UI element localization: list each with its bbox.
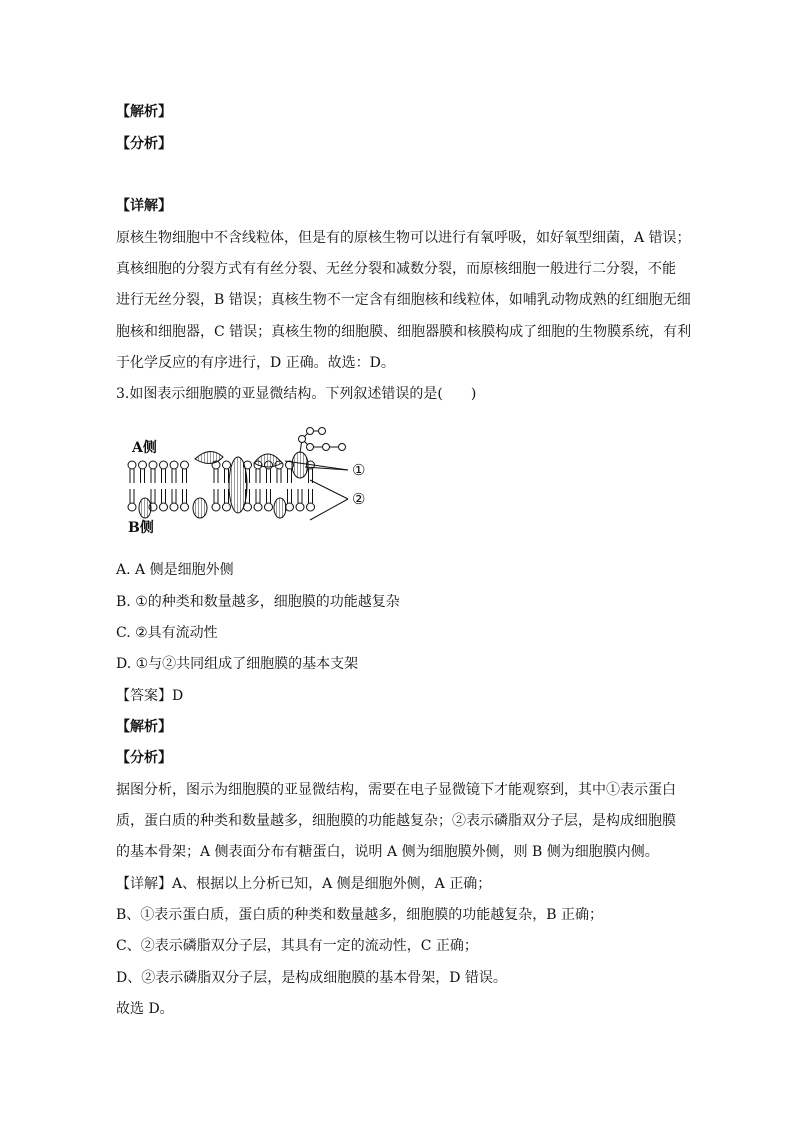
detail1-line: 真核细胞的分裂方式有有丝分裂、无丝分裂和减数分裂，而原核细胞一般进行二分裂，不能 [116, 261, 676, 277]
answer: 【答案】D [116, 688, 184, 704]
side-b-label: B侧 [128, 520, 154, 536]
option-a: A. A 侧是细胞外侧 [116, 562, 234, 578]
detail1-line: 胞核和细胞器，C 错误；真核生物的细胞膜、细胞器膜和核膜构成了细胞的生物膜系统，有利 [116, 324, 692, 340]
section-jiexi-1: 【解析】 [116, 104, 172, 120]
sugar-bead [307, 428, 314, 435]
lipid-head [296, 503, 304, 511]
section-jiexi-2: 【解析】 [116, 719, 172, 735]
lipid-head [223, 461, 231, 469]
lipid-head [128, 503, 136, 511]
label-1: ① [352, 461, 366, 479]
lipid-tail [214, 469, 218, 483]
detail1-line: 原核生物细胞中不含线粒体，但是有的原核生物可以进行有氧呼吸，如好氧型细菌，A 错误； [116, 230, 691, 246]
protein-shape [254, 454, 282, 467]
protein-shape [139, 498, 151, 518]
detail1-line: 进行无丝分裂，B 错误；真核生物不一定含有细胞核和线粒体，如哺乳动物成熟的红细胞无细 [116, 292, 691, 308]
analysis-line: 据图分析，图示为细胞膜的亚显微结构，需要在电子显微镜下才能观察到，其中①表示蛋白 [116, 782, 676, 798]
side-a-label: A侧 [132, 440, 157, 456]
section-xiangjie-1: 【详解】 [116, 198, 172, 214]
lipid-head [160, 461, 168, 469]
section-fenxi-2: 【分析】 [116, 750, 172, 766]
sugar-bead [339, 444, 346, 451]
lipid-tail [288, 469, 292, 483]
glycoprotein-chain [299, 428, 346, 454]
lipid-head [307, 503, 315, 511]
lipid-tail [162, 489, 166, 503]
section-fenxi-1: 【分析】 [116, 136, 172, 152]
analysis-line: 的基本骨架；A 侧表面分布有糖蛋白，说明 A 侧为细胞膜外侧，则 B 侧为细胞膜内侧。 [116, 844, 659, 860]
lipid-tail [172, 489, 176, 503]
lipid-tail [277, 469, 281, 483]
sugar-bead [319, 428, 326, 435]
protein-shape [292, 452, 308, 478]
lipid-tail [151, 469, 155, 483]
detail2-line: C、②表示磷脂双分子层，其具有一定的流动性，C 正确； [116, 938, 478, 954]
protein-shape [274, 498, 286, 518]
protein-shape [229, 457, 247, 513]
lipid-head [160, 503, 168, 511]
lipid-head [128, 461, 136, 469]
lipid-head [149, 461, 157, 469]
lipid-head [181, 461, 189, 469]
lipid-head [223, 503, 231, 511]
sugar-bead [307, 444, 314, 451]
lipid-tail [256, 489, 260, 503]
lipid-tail [309, 489, 313, 503]
lipid-tail [183, 469, 187, 483]
question-stem: 3.如图表示细胞膜的亚显微结构。下列叙述错误的是( ) [116, 386, 477, 402]
lipid-tail [162, 469, 166, 483]
cell-membrane-diagram [120, 425, 380, 540]
detail1-line: 于化学反应的有序进行，D 正确。故选：D。 [116, 355, 395, 371]
lipid-head [265, 503, 273, 511]
detail2-line: 故选 D。 [116, 1001, 174, 1017]
lipid-head [170, 503, 178, 511]
option-d: D. ①与②共同组成了细胞膜的基本支架 [116, 656, 359, 672]
lipid-tail [298, 489, 302, 503]
lipid-head [254, 503, 262, 511]
protein-shape [193, 498, 207, 518]
lipid-tail [225, 489, 229, 503]
sugar-bead [323, 444, 330, 451]
lipid-tail [183, 489, 187, 503]
lipid-head [170, 461, 178, 469]
lipid-head [181, 503, 189, 511]
option-b: B. ①的种类和数量越多，细胞膜的功能越复杂 [116, 594, 400, 610]
analysis-line: 质，蛋白质的种类和数量越多，细胞膜的功能越复杂；②表示磷脂双分子层，是构成细胞膜 [116, 813, 676, 829]
lipid-tail [172, 469, 176, 483]
lipid-tail [267, 489, 271, 503]
lipid-tail [225, 469, 229, 483]
detail2-line: D、②表示磷脂双分子层，是构成细胞膜的基本骨架，D 错误。 [116, 970, 507, 986]
lipid-tail [151, 489, 155, 503]
lipid-tail [130, 469, 134, 483]
sugar-bead [299, 436, 306, 443]
detail2-line: 【详解】A、根据以上分析已知，A 侧是细胞外侧，A 正确； [116, 876, 492, 892]
lipid-tail [141, 469, 145, 483]
lipid-tail [256, 469, 260, 483]
option-c: C. ②具有流动性 [116, 625, 218, 641]
lipid-head [139, 461, 147, 469]
lipid-head [212, 503, 220, 511]
detail2-line: B、①表示蛋白质，蛋白质的种类和数量越多，细胞膜的功能越复杂，B 正确； [116, 907, 604, 923]
lipid-tail [130, 489, 134, 503]
lipid-tail [288, 489, 292, 503]
lipid-tail [214, 489, 218, 503]
label-2: ② [352, 490, 366, 508]
phospholipid-bilayer [128, 461, 315, 511]
lipid-tail [267, 469, 271, 483]
lipid-head [286, 503, 294, 511]
